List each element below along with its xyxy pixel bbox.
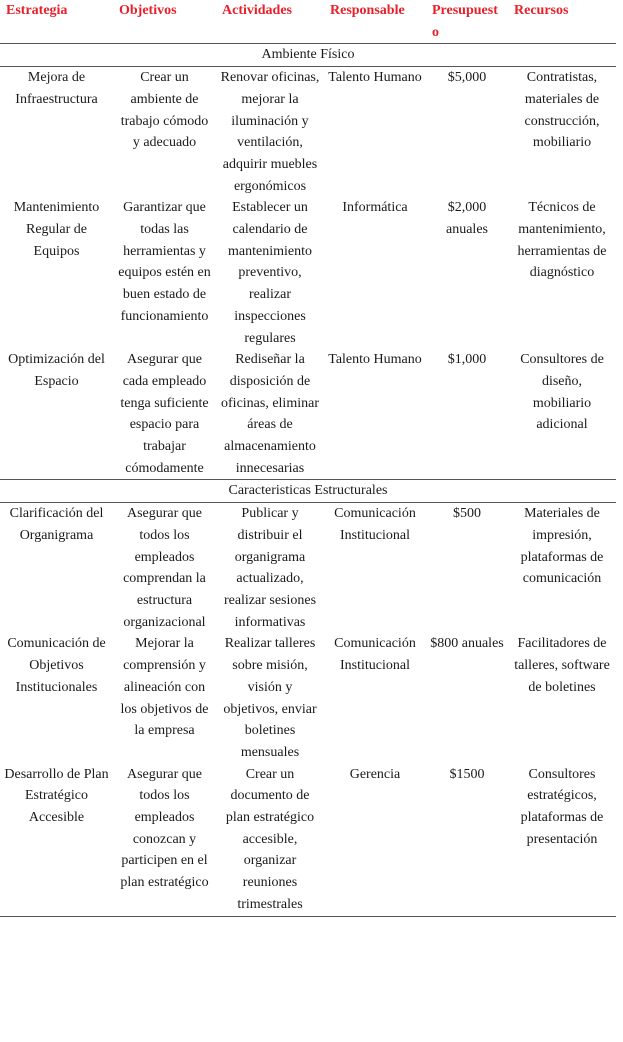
cell-estrategia: Optimización del Espacio — [0, 349, 113, 480]
header-presupuesto: Presupuesto — [426, 0, 508, 44]
cell-recursos: Consultores de diseño, mobiliario adicional — [508, 349, 616, 480]
cell-recursos: Contratistas, materiales de construcción, mobiliario — [524, 70, 600, 151]
cell-objetivos: Asegurar que todos los empleados conozcan y participen en el plan estratégico — [113, 764, 216, 916]
cell-recursos: Materiales de impresión, plataformas de comunicación — [520, 506, 604, 587]
section-title: Caracteristicas Estructurales — [0, 480, 616, 503]
cell-presupuesto: $800 anuales — [430, 636, 504, 652]
cell-actividades: Rediseñar la disposición de oficinas, eliminar áreas de almacenamiento innecesarias — [216, 349, 324, 480]
cell-objetivos: Asegurar que todos los empleados comprendan la estructura organizacional — [123, 506, 206, 630]
section-header-row — [0, 44, 616, 67]
header-responsable: Responsable — [324, 0, 426, 44]
cell-actividades: Crear un documento de plan estratégico accesible, organizar reuniones trimestrales — [216, 764, 324, 916]
cell-presupuesto: $2,000 anuales — [446, 200, 488, 238]
header-objetivos: Objetivos — [113, 0, 216, 44]
cell-responsable: Comunicación Institucional — [334, 506, 416, 543]
cell-objetivos: Asegurar que cada empleado tenga suficiente espacio para trabajar cómodamente — [113, 349, 216, 480]
table-row — [0, 349, 616, 480]
section-header-row — [0, 480, 616, 503]
section-title: Ambiente Físico — [0, 44, 616, 67]
table-row — [0, 67, 616, 198]
cell-responsable: Comunicación Institucional — [334, 636, 416, 674]
cell-recursos: Facilitadores de talleres, software de boletines — [514, 636, 610, 695]
cell-objetivos: Mejorar la comprensión y alineación con los objetivos de la empresa — [120, 636, 209, 739]
cell-estrategia: Comunicación de Objetivos Institucionales — [7, 636, 106, 695]
table-row — [0, 197, 616, 349]
table-row — [0, 633, 616, 763]
table-row — [0, 764, 616, 916]
cell-estrategia: Desarrollo de Plan Estratégico Accesible — [0, 764, 113, 916]
cell-actividades: Publicar y distribuir el organigrama actualizado, realizar sesiones informativas — [223, 506, 317, 630]
cell-actividades: Realizar talleres sobre misión, visión y objetivos, enviar boletines mensuales — [223, 636, 317, 760]
cell-estrategia: Mantenimiento Regular de Equipos — [13, 200, 100, 259]
cell-estrategia: Mejora de Infraestructura — [15, 70, 98, 107]
cell-actividades: Renovar oficinas, mejorar la iluminación y ventilación, adquirir muebles ergonómicos — [220, 70, 320, 194]
cell-responsable: Gerencia — [324, 764, 426, 916]
cell-responsable: Talento Humano — [328, 70, 422, 86]
header-estrategia: Estrategia — [0, 0, 113, 44]
header-recursos: Recursos — [508, 0, 616, 44]
table-header — [0, 0, 616, 44]
table-body — [0, 44, 616, 916]
cell-objetivos: Garantizar que todas las herramientas y equipos estén en buen estado de funcionamiento — [118, 200, 211, 324]
cell-responsable: Informática — [342, 200, 408, 216]
cell-presupuesto: $1500 — [426, 764, 508, 916]
cell-recursos: Técnicos de mantenimiento, herramientas de diagnóstico — [517, 200, 607, 281]
cell-actividades: Establecer un calendario de mantenimiento preventivo, realizar inspecciones regulares — [228, 200, 312, 346]
table-row — [0, 503, 616, 634]
header-actividades: Actividades — [216, 0, 324, 44]
cell-responsable: Talento Humano — [324, 349, 426, 480]
cell-presupuesto: $5,000 — [447, 70, 487, 86]
header-row — [0, 0, 616, 44]
cell-presupuesto: $500 — [453, 506, 481, 522]
cell-presupuesto: $1,000 — [426, 349, 508, 480]
cell-objetivos: Crear un ambiente de trabajo cómodo y adecuado — [120, 70, 209, 151]
cell-estrategia: Clarificación del Organigrama — [9, 506, 104, 543]
cell-recursos: Consultores estratégicos, plataformas de presentación — [508, 764, 616, 916]
